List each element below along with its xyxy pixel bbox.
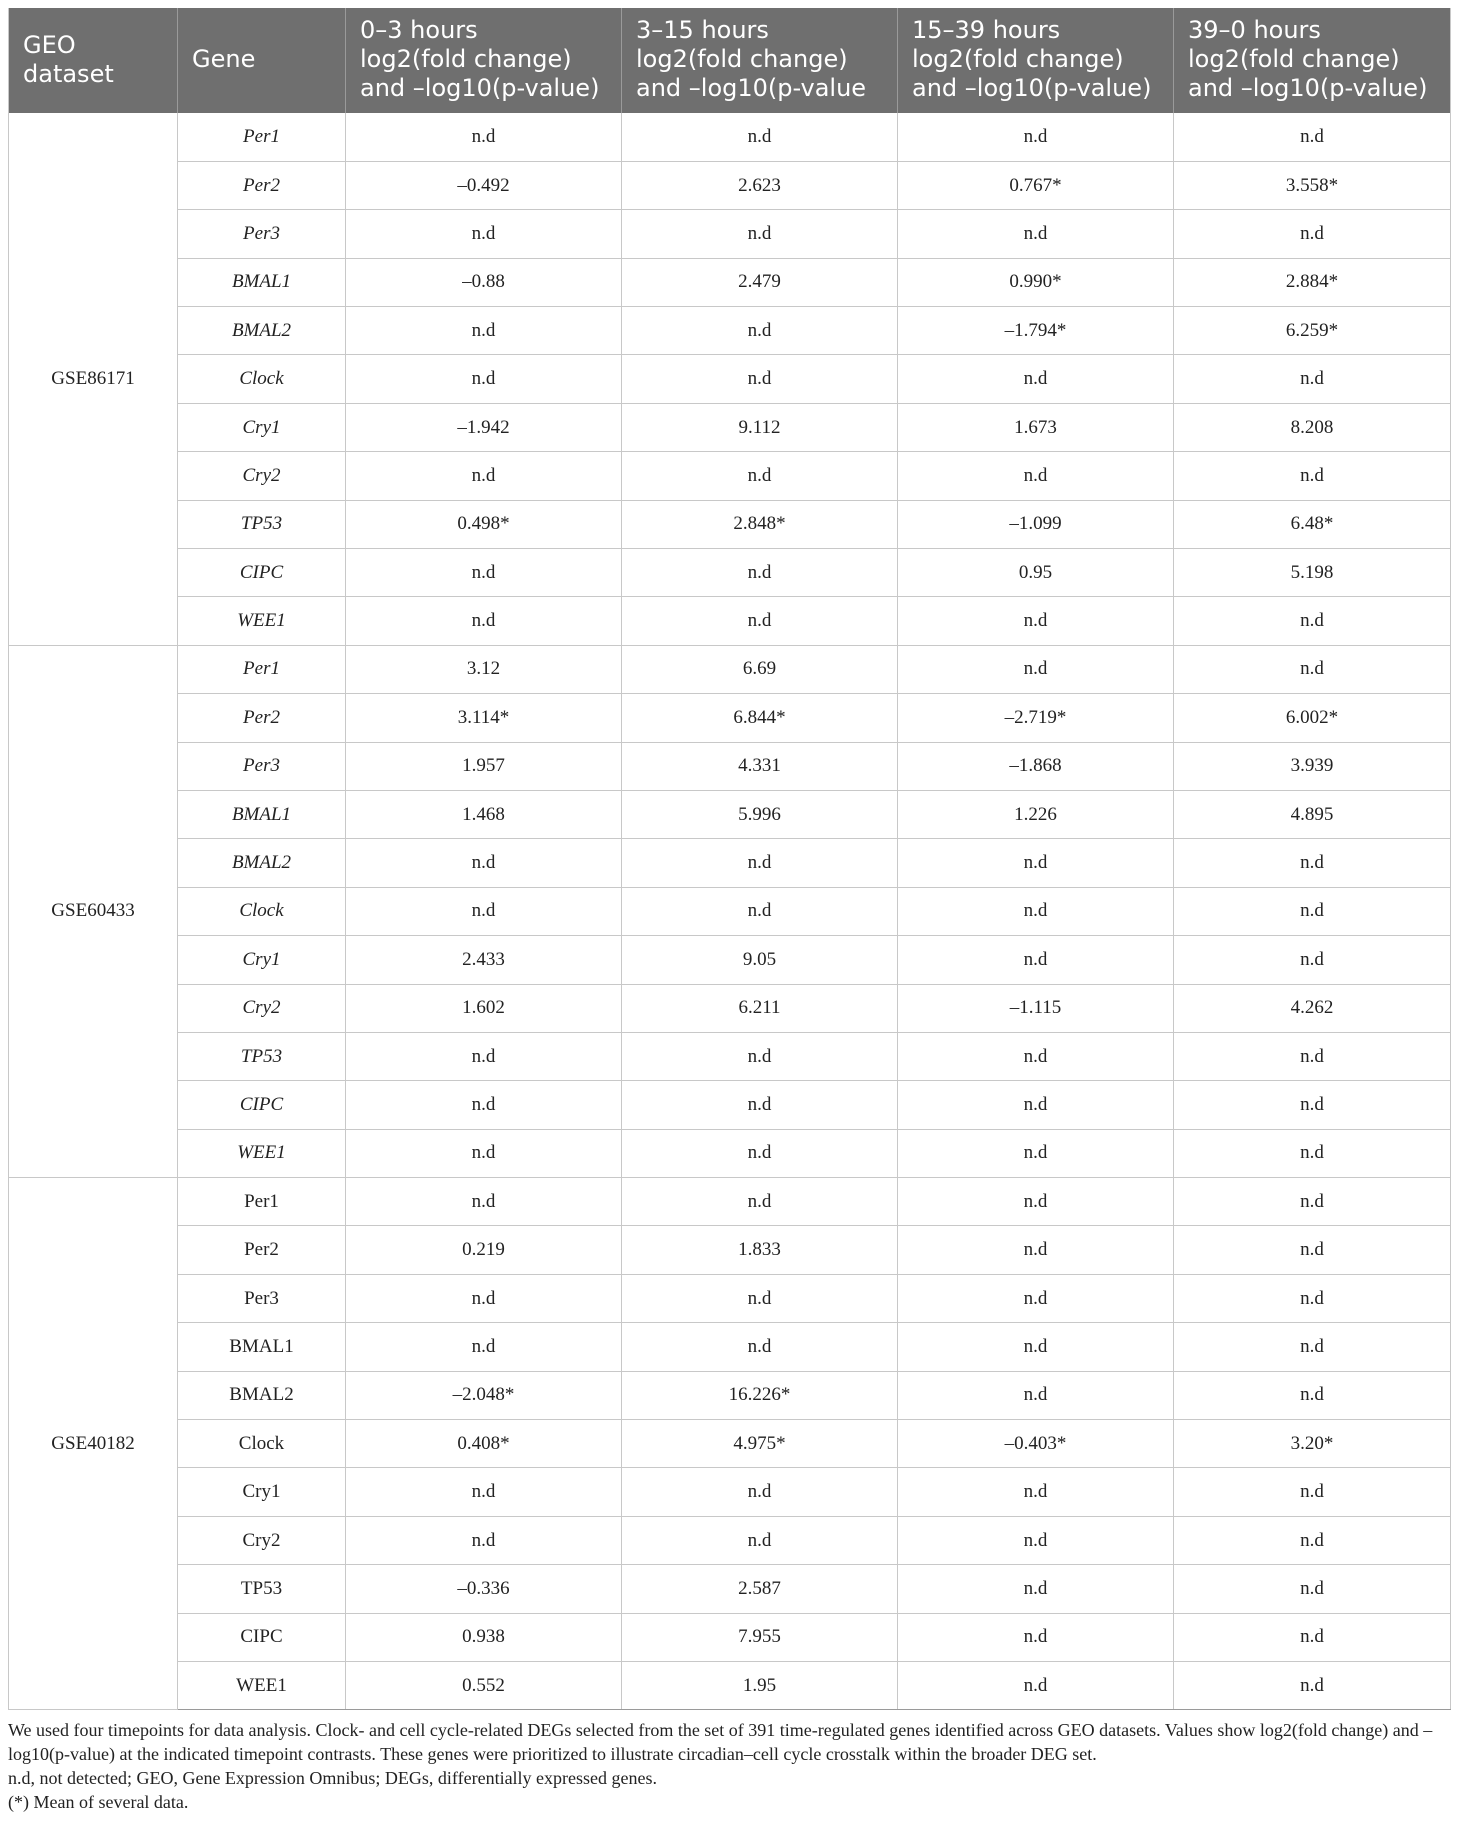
- value-cell: n.d: [622, 1081, 898, 1129]
- value-cell: n.d: [1174, 887, 1451, 935]
- gene-cell: Per3: [178, 742, 346, 790]
- footnote-abbreviations: n.d, not detected; GEO, Gene Expression Omnibus; DEGs, differentially expressed genes.: [8, 1768, 658, 1789]
- table-footnotes: [8, 1718, 1450, 1814]
- gene-cell: WEE1: [178, 597, 346, 645]
- gene-cell: BMAL2: [178, 1371, 346, 1419]
- value-cell: n.d: [622, 1032, 898, 1080]
- value-cell: n.d: [346, 1129, 622, 1177]
- value-cell: n.d: [622, 1178, 898, 1226]
- table-row: [9, 1032, 1451, 1080]
- gene-cell: BMAL1: [178, 790, 346, 838]
- value-cell: n.d: [898, 1371, 1174, 1419]
- value-cell: n.d: [898, 839, 1174, 887]
- value-cell: n.d: [622, 1323, 898, 1371]
- value-cell: n.d: [346, 1178, 622, 1226]
- value-cell: n.d: [1174, 113, 1451, 161]
- gene-cell: BMAL1: [178, 258, 346, 306]
- table-row: [9, 161, 1451, 209]
- value-cell: 1.833: [622, 1226, 898, 1274]
- value-cell: 6.211: [622, 984, 898, 1032]
- value-cell: n.d: [1174, 1129, 1451, 1177]
- table-row: [9, 1323, 1451, 1371]
- value-cell: 6.259*: [1174, 307, 1451, 355]
- table-row: [9, 887, 1451, 935]
- value-cell: –2.048*: [346, 1371, 622, 1419]
- value-cell: –0.88: [346, 258, 622, 306]
- value-cell: n.d: [346, 1081, 622, 1129]
- value-cell: n.d: [1174, 1371, 1451, 1419]
- gene-cell: Cry2: [178, 1516, 346, 1564]
- table-row: [9, 403, 1451, 451]
- value-cell: –1.942: [346, 403, 622, 451]
- gene-cell: Per2: [178, 161, 346, 209]
- table-body: [9, 113, 1451, 1710]
- value-cell: 4.975*: [622, 1420, 898, 1468]
- table-row: [9, 1371, 1451, 1419]
- value-cell: 1.468: [346, 790, 622, 838]
- value-cell: n.d: [622, 1129, 898, 1177]
- value-cell: n.d: [898, 1565, 1174, 1613]
- gene-cell: WEE1: [178, 1129, 346, 1177]
- value-cell: n.d: [622, 887, 898, 935]
- gene-cell: Cry1: [178, 936, 346, 984]
- value-cell: n.d: [898, 113, 1174, 161]
- table-row: [9, 500, 1451, 548]
- value-cell: n.d: [622, 452, 898, 500]
- value-cell: n.d: [898, 452, 1174, 500]
- header-0-3-hours: 0–3 hours log2(fold change) and –log10(p-value): [346, 8, 622, 113]
- value-cell: n.d: [1174, 1565, 1451, 1613]
- value-cell: n.d: [346, 307, 622, 355]
- value-cell: n.d: [622, 1468, 898, 1516]
- value-cell: n.d: [346, 1274, 622, 1322]
- value-cell: 0.552: [346, 1662, 622, 1710]
- table-row: [9, 355, 1451, 403]
- value-cell: n.d: [1174, 1032, 1451, 1080]
- value-cell: n.d: [346, 549, 622, 597]
- gene-cell: Clock: [178, 1420, 346, 1468]
- value-cell: n.d: [346, 1516, 622, 1564]
- value-cell: n.d: [1174, 936, 1451, 984]
- value-cell: 6.48*: [1174, 500, 1451, 548]
- header-geo-dataset: GEO dataset: [9, 8, 178, 113]
- value-cell: –2.719*: [898, 694, 1174, 742]
- value-cell: n.d: [898, 1081, 1174, 1129]
- table-row: [9, 452, 1451, 500]
- table-row: [9, 839, 1451, 887]
- table-row: [9, 1226, 1451, 1274]
- footnote-asterisk: (*) Mean of several data.: [8, 1792, 189, 1813]
- value-cell: –1.115: [898, 984, 1174, 1032]
- value-cell: 4.895: [1174, 790, 1451, 838]
- value-cell: n.d: [898, 597, 1174, 645]
- value-cell: n.d: [898, 936, 1174, 984]
- value-cell: n.d: [898, 355, 1174, 403]
- value-cell: 3.558*: [1174, 161, 1451, 209]
- value-cell: 0.938: [346, 1613, 622, 1661]
- gene-cell: Cry1: [178, 1468, 346, 1516]
- value-cell: n.d: [1174, 1226, 1451, 1274]
- gene-cell: Per1: [178, 645, 346, 693]
- value-cell: n.d: [1174, 1323, 1451, 1371]
- value-cell: 2.848*: [622, 500, 898, 548]
- value-cell: n.d: [622, 307, 898, 355]
- value-cell: n.d: [622, 355, 898, 403]
- value-cell: n.d: [346, 1468, 622, 1516]
- table-row: [9, 1468, 1451, 1516]
- value-cell: n.d: [346, 887, 622, 935]
- gene-cell: WEE1: [178, 1662, 346, 1710]
- header-gene: Gene: [178, 8, 346, 113]
- value-cell: 6.844*: [622, 694, 898, 742]
- value-cell: 2.479: [622, 258, 898, 306]
- value-cell: 0.95: [898, 549, 1174, 597]
- value-cell: 6.002*: [1174, 694, 1451, 742]
- value-cell: 6.69: [622, 645, 898, 693]
- dataset-cell: GSE60433: [9, 645, 178, 1177]
- table-row: [9, 694, 1451, 742]
- value-cell: n.d: [898, 1613, 1174, 1661]
- table-row: [9, 1613, 1451, 1661]
- value-cell: n.d: [1174, 1613, 1451, 1661]
- value-cell: n.d: [898, 1226, 1174, 1274]
- value-cell: n.d: [898, 1662, 1174, 1710]
- value-cell: 1.673: [898, 403, 1174, 451]
- value-cell: 0.990*: [898, 258, 1174, 306]
- gene-cell: CIPC: [178, 1613, 346, 1661]
- value-cell: n.d: [1174, 839, 1451, 887]
- value-cell: 3.20*: [1174, 1420, 1451, 1468]
- value-cell: n.d: [1174, 210, 1451, 258]
- gene-cell: CIPC: [178, 549, 346, 597]
- value-cell: n.d: [898, 1516, 1174, 1564]
- value-cell: n.d: [898, 1274, 1174, 1322]
- value-cell: n.d: [622, 1516, 898, 1564]
- value-cell: n.d: [1174, 1081, 1451, 1129]
- value-cell: n.d: [898, 1032, 1174, 1080]
- table-row: [9, 936, 1451, 984]
- table-row: [9, 1516, 1451, 1564]
- gene-cell: Per3: [178, 1274, 346, 1322]
- table-row: [9, 258, 1451, 306]
- value-cell: –0.492: [346, 161, 622, 209]
- value-cell: n.d: [346, 1032, 622, 1080]
- value-cell: n.d: [898, 887, 1174, 935]
- table-row: [9, 1420, 1451, 1468]
- gene-cell: TP53: [178, 1032, 346, 1080]
- dataset-cell: GSE40182: [9, 1178, 178, 1710]
- value-cell: –1.868: [898, 742, 1174, 790]
- value-cell: n.d: [622, 210, 898, 258]
- table-row: [9, 645, 1451, 693]
- value-cell: n.d: [346, 452, 622, 500]
- value-cell: n.d: [1174, 1178, 1451, 1226]
- gene-expression-table: [8, 8, 1451, 1710]
- dataset-cell: GSE86171: [9, 113, 178, 645]
- gene-cell: BMAL2: [178, 307, 346, 355]
- header-15-39-hours: 15–39 hours log2(fold change) and –log10(p-value): [898, 8, 1174, 113]
- value-cell: 1.226: [898, 790, 1174, 838]
- value-cell: n.d: [898, 210, 1174, 258]
- header-39-0-hours: 39–0 hours log2(fold change) and –log10(p-value): [1174, 8, 1451, 113]
- gene-cell: TP53: [178, 500, 346, 548]
- value-cell: 0.408*: [346, 1420, 622, 1468]
- value-cell: n.d: [346, 210, 622, 258]
- value-cell: n.d: [622, 1274, 898, 1322]
- value-cell: –1.099: [898, 500, 1174, 548]
- value-cell: n.d: [1174, 1662, 1451, 1710]
- value-cell: 1.95: [622, 1662, 898, 1710]
- value-cell: 8.208: [1174, 403, 1451, 451]
- header-3-15-hours: 3–15 hours log2(fold change) and –log10(p-value: [622, 8, 898, 113]
- value-cell: 16.226*: [622, 1371, 898, 1419]
- gene-cell: BMAL2: [178, 839, 346, 887]
- value-cell: n.d: [1174, 1468, 1451, 1516]
- value-cell: 5.996: [622, 790, 898, 838]
- value-cell: –0.336: [346, 1565, 622, 1613]
- table-row: [9, 1129, 1451, 1177]
- value-cell: 2.623: [622, 161, 898, 209]
- value-cell: 2.884*: [1174, 258, 1451, 306]
- value-cell: n.d: [346, 597, 622, 645]
- value-cell: n.d: [622, 113, 898, 161]
- table-row: [9, 742, 1451, 790]
- value-cell: 0.219: [346, 1226, 622, 1274]
- value-cell: 3.12: [346, 645, 622, 693]
- value-cell: 3.114*: [346, 694, 622, 742]
- table-row: [9, 210, 1451, 258]
- gene-cell: Per1: [178, 113, 346, 161]
- table-row: [9, 113, 1451, 161]
- value-cell: 3.939: [1174, 742, 1451, 790]
- value-cell: n.d: [346, 1323, 622, 1371]
- gene-cell: Clock: [178, 355, 346, 403]
- table-row: [9, 790, 1451, 838]
- gene-cell: Cry2: [178, 452, 346, 500]
- value-cell: n.d: [1174, 645, 1451, 693]
- value-cell: 2.433: [346, 936, 622, 984]
- value-cell: –0.403*: [898, 1420, 1174, 1468]
- value-cell: n.d: [898, 1178, 1174, 1226]
- value-cell: n.d: [622, 549, 898, 597]
- table-row: [9, 984, 1451, 1032]
- footnote-description: We used four timepoints for data analysis. Clock- and cell cycle-related DEGs selected from the set of 391 time-regulated genes identified across GEO datasets. Values show log2(fold change) and –log10(p-value) at the indicated timepoint contrasts. These genes were prioritized to illustrate circadian–cell cycle crosstalk within the broader DEG set.: [8, 1720, 1433, 1765]
- value-cell: 0.767*: [898, 161, 1174, 209]
- value-cell: n.d: [622, 839, 898, 887]
- value-cell: 4.262: [1174, 984, 1451, 1032]
- table-row: [9, 1565, 1451, 1613]
- gene-cell: TP53: [178, 1565, 346, 1613]
- value-cell: 1.957: [346, 742, 622, 790]
- gene-cell: Per2: [178, 1226, 346, 1274]
- value-cell: n.d: [346, 839, 622, 887]
- table-row: [9, 307, 1451, 355]
- value-cell: n.d: [898, 1323, 1174, 1371]
- gene-cell: Per1: [178, 1178, 346, 1226]
- table-container: [8, 8, 1450, 1814]
- table-row: [9, 597, 1451, 645]
- gene-cell: Per2: [178, 694, 346, 742]
- value-cell: n.d: [346, 113, 622, 161]
- gene-cell: Per3: [178, 210, 346, 258]
- value-cell: n.d: [1174, 1274, 1451, 1322]
- table-row: [9, 1178, 1451, 1226]
- gene-cell: Clock: [178, 887, 346, 935]
- value-cell: 2.587: [622, 1565, 898, 1613]
- value-cell: n.d: [1174, 1516, 1451, 1564]
- table-row: [9, 1662, 1451, 1710]
- table-row: [9, 1081, 1451, 1129]
- gene-cell: Cry2: [178, 984, 346, 1032]
- value-cell: 4.331: [622, 742, 898, 790]
- value-cell: 0.498*: [346, 500, 622, 548]
- value-cell: 5.198: [1174, 549, 1451, 597]
- value-cell: n.d: [622, 597, 898, 645]
- value-cell: n.d: [898, 1468, 1174, 1516]
- value-cell: n.d: [1174, 355, 1451, 403]
- table-row: [9, 549, 1451, 597]
- value-cell: 9.112: [622, 403, 898, 451]
- value-cell: n.d: [1174, 452, 1451, 500]
- value-cell: n.d: [1174, 597, 1451, 645]
- gene-cell: BMAL1: [178, 1323, 346, 1371]
- gene-cell: Cry1: [178, 403, 346, 451]
- gene-cell: CIPC: [178, 1081, 346, 1129]
- value-cell: n.d: [346, 355, 622, 403]
- value-cell: –1.794*: [898, 307, 1174, 355]
- value-cell: 7.955: [622, 1613, 898, 1661]
- value-cell: 9.05: [622, 936, 898, 984]
- header-row: [9, 8, 1451, 113]
- value-cell: n.d: [898, 1129, 1174, 1177]
- value-cell: n.d: [898, 645, 1174, 693]
- table-row: [9, 1274, 1451, 1322]
- value-cell: 1.602: [346, 984, 622, 1032]
